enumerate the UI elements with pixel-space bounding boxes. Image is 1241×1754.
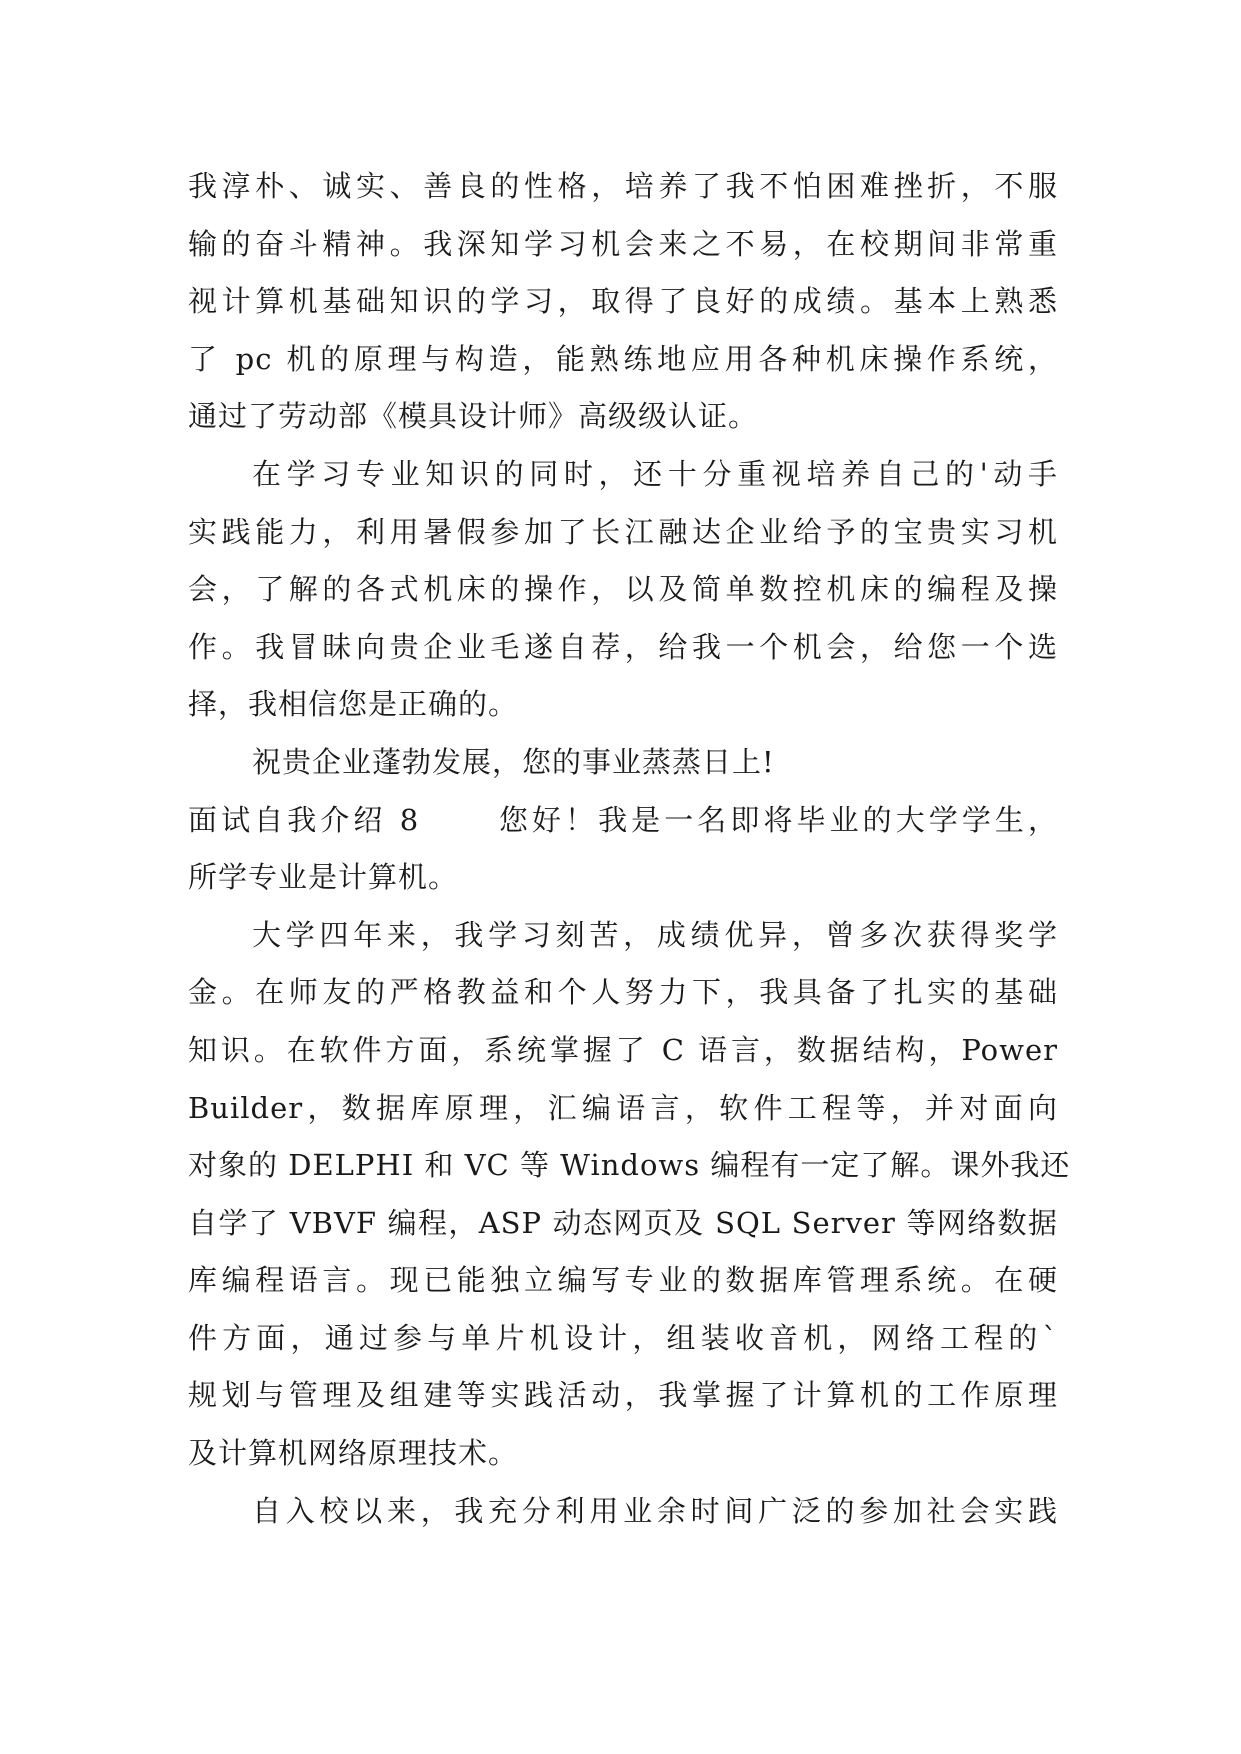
text-line: 所学专业是计算机。 [188, 860, 459, 895]
text-line: 件方面，通过参与单片机设计，组装收音机，网络工程的` [188, 1320, 1058, 1355]
text-line: 会，了解的各式机床的操作，以及简单数控机床的编程及操 [188, 572, 1058, 607]
text-line: 知识。在软件方面，系统掌握了 C 语言，数据结构，Power [188, 1032, 1058, 1067]
text-line: 自学了 VBVF 编程，ASP 动态网页及 SQL Server 等网络数据 [188, 1205, 1058, 1240]
text-line: 实践能力，利用暑假参加了长江融达企业给予的宝贵实习机 [188, 514, 1058, 549]
text-line: 了 pc 机的原理与构造，能熟练地应用各种机床操作系统， [188, 341, 1058, 376]
text-line: 金。在师友的严格教益和个人努力下，我具备了扎实的基础 [188, 975, 1058, 1010]
text-line: 视计算机基础知识的学习，取得了良好的成绩。基本上熟悉 [188, 284, 1058, 319]
text-line: 对象的 DELPHI 和 VC 等 Windows 编程有一定了解。课外我还 [188, 1148, 1071, 1183]
text-line: 规划与管理及组建等实践活动，我掌握了计算机的工作原理 [188, 1378, 1058, 1413]
text-line: Builder，数据库原理，汇编语言，软件工程等，并对面向 [188, 1090, 1058, 1125]
text-line: 及计算机网络原理技术。 [188, 1436, 519, 1471]
text-line: 我淳朴、诚实、善良的性格，培养了我不怕困难挫折，不服 [188, 169, 1058, 203]
section-heading-line: 面试自我介绍 8 您好！我是一名即将毕业的大学学生， [188, 802, 1058, 837]
text-line: 自入校以来，我充分利用业余时间广泛的参加社会实践 [252, 1493, 1058, 1528]
text-line: 祝贵企业蓬勃发展，您的事业蒸蒸日上! [252, 744, 775, 779]
text-line: 择，我相信您是正确的。 [188, 687, 519, 722]
text-line: 库编程语言。现已能独立编写专业的数据库管理系统。在硬 [188, 1263, 1058, 1298]
document-body [188, 158, 1071, 1540]
text-line: 在学习专业知识的同时，还十分重视培养自己的'动手 [252, 456, 1058, 491]
text-line: 输的奋斗精神。我深知学习机会来之不易，在校期间非常重 [188, 226, 1058, 261]
text-line: 通过了劳动部《模具设计师》高级级认证。 [188, 399, 759, 434]
text-line: 大学四年来，我学习刻苦，成绩优异，曾多次获得奖学 [252, 917, 1058, 952]
text-line: 作。我冒昧向贵企业毛遂自荐，给我一个机会，给您一个选 [188, 629, 1058, 664]
